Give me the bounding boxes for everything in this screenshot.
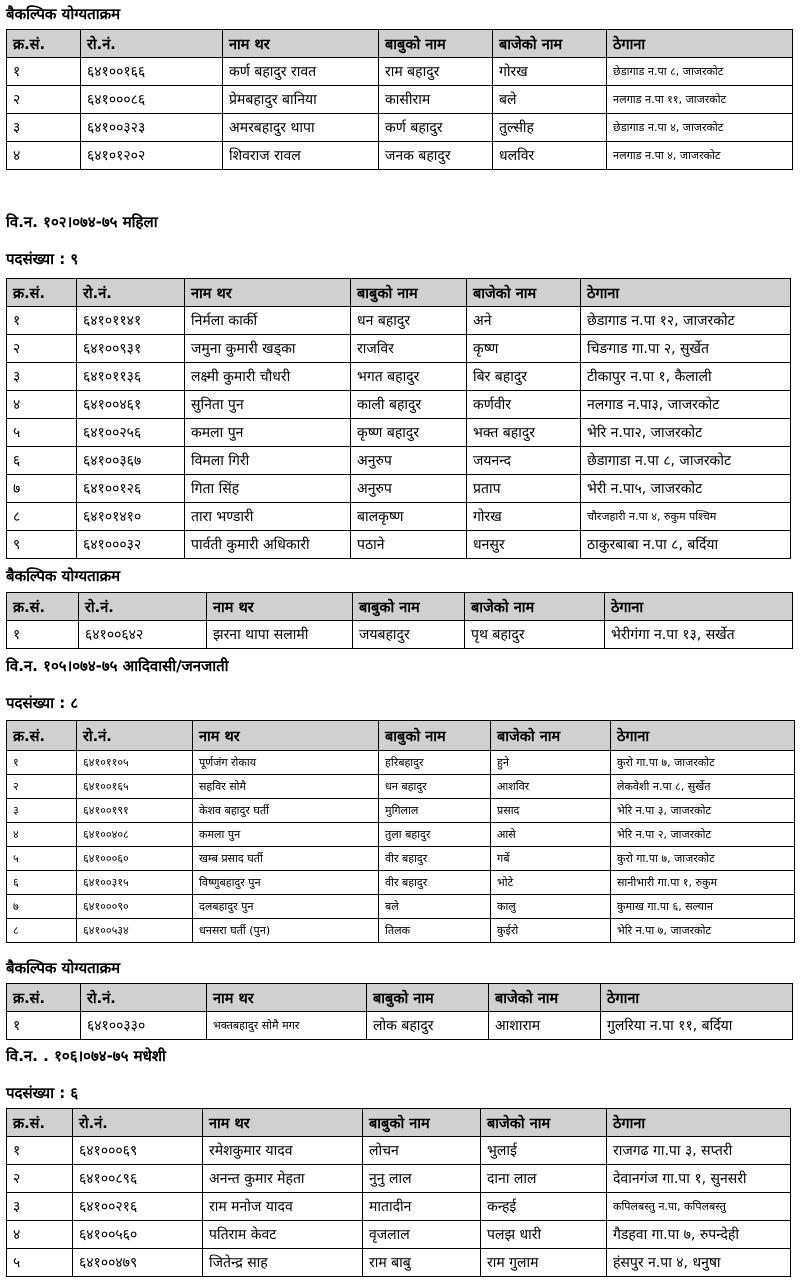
cell-address: लेकवेशी न.पा ८, सुर्खेत <box>611 775 795 799</box>
cell-grandfather-name: भोटे <box>491 871 611 895</box>
column-header-grandfather-name: बाजेको नाम <box>467 279 581 307</box>
table-header-row <box>7 279 791 307</box>
column-header-roll-no: रो.नं. <box>73 1109 203 1137</box>
cell-name: कमला पुन <box>193 823 379 847</box>
cell-grandfather-name: तुल्सीह <box>493 114 607 142</box>
cell-grandfather-name: बिर बहादुर <box>467 363 581 391</box>
cell-name: कर्ण बहादुर रावत <box>223 58 379 86</box>
cell-grandfather-name: आशाराम <box>489 1012 601 1040</box>
cell-name: विष्णुबहादुर पुन <box>193 871 379 895</box>
column-header-name: नाम थर <box>203 1109 363 1137</box>
cell-name: खम्ब प्रसाद घर्ती <box>193 847 379 871</box>
cell-address: गुलरिया न.पा ११, बर्दिया <box>601 1012 793 1040</box>
cell-grandfather-name: आसे <box>491 823 611 847</box>
table-row <box>7 363 791 391</box>
cell-serial: १ <box>7 307 77 335</box>
cell-address: देवानगंज गा.पा १, सुनसरी <box>607 1165 791 1193</box>
cell-serial: ४ <box>7 823 77 847</box>
cell-address: भेरि न.पा२, जाजरकोट <box>581 419 791 447</box>
cell-name: झरना थापा सलामी <box>207 621 353 649</box>
column-header-father-name: बाबुको नाम <box>379 30 493 58</box>
cell-address: हंसपुर न.पा ४, धनुषा <box>607 1249 791 1277</box>
cell-roll-no: ६४१०००३२ <box>77 531 185 559</box>
cell-grandfather-name: धलविर <box>493 142 607 170</box>
table-row <box>7 86 793 114</box>
cell-father-name: अनुरुप <box>351 447 467 475</box>
cell-address: छेडागाड न.पा ४, जाजरकोट <box>607 114 793 142</box>
cell-address: कुरो गा.पा ७, जाजरकोट <box>611 751 795 775</box>
column-header-roll-no: रो.नं. <box>81 30 223 58</box>
cell-grandfather-name: दाना लाल <box>481 1165 607 1193</box>
cell-name: निर्मला कार्की <box>185 307 351 335</box>
cell-name: धनसरा घर्ती (पुन) <box>193 919 379 943</box>
table-row <box>7 1221 791 1249</box>
cell-serial: २ <box>7 86 81 114</box>
cell-grandfather-name: जयनन्द <box>467 447 581 475</box>
cell-roll-no: ६४१००३३० <box>81 1012 207 1040</box>
table-row <box>7 621 793 649</box>
cell-grandfather-name: बले <box>493 86 607 114</box>
cell-grandfather-name: भुलाई <box>481 1137 607 1165</box>
cell-serial: ७ <box>7 475 77 503</box>
column-header-grandfather-name: बाजेको नाम <box>491 721 611 751</box>
cell-father-name: राम बाबु <box>363 1249 481 1277</box>
cell-serial: ५ <box>7 1249 73 1277</box>
cell-roll-no: ६४१००१६६ <box>81 58 223 86</box>
column-header-serial: क्र.सं. <box>7 30 81 58</box>
table-row <box>7 1165 791 1193</box>
merit-table-madhesi <box>6 1108 791 1277</box>
cell-serial: ३ <box>7 114 81 142</box>
cell-address: छेडागाड न.पा १२, जाजरकोट <box>581 307 791 335</box>
table-row <box>7 751 795 775</box>
cell-father-name: कर्ण बहादुर <box>379 114 493 142</box>
column-header-address: ठेगाना <box>601 984 793 1012</box>
table-row <box>7 871 795 895</box>
cell-father-name: कृष्ण बहादुर <box>351 419 467 447</box>
column-header-name: नाम थर <box>207 593 353 621</box>
table-row <box>7 895 795 919</box>
column-header-serial: क्र.सं. <box>7 721 77 751</box>
cell-serial: ३ <box>7 799 77 823</box>
cell-father-name: मातादीन <box>363 1193 481 1221</box>
column-header-name: नाम थर <box>223 30 379 58</box>
cell-roll-no: ६४१००८९६ <box>73 1165 203 1193</box>
table-row <box>7 1193 791 1221</box>
table-header-row <box>7 984 793 1012</box>
column-header-roll-no: रो.नं. <box>77 721 193 751</box>
cell-serial: ६ <box>7 447 77 475</box>
cell-serial: ३ <box>7 363 77 391</box>
cell-father-name: अनुरुप <box>351 475 467 503</box>
table-header-row <box>7 721 795 751</box>
cell-roll-no: ६४१००३६७ <box>77 447 185 475</box>
cell-address: कुमाख गा.पा ६, सल्यान <box>611 895 795 919</box>
cell-address: ठाकुरबाबा न.पा ८, बर्दिया <box>581 531 791 559</box>
table-row <box>7 919 795 943</box>
cell-name: अनन्त कुमार मेहता <box>203 1165 363 1193</box>
cell-name: केशव बहादुर घर्ती <box>193 799 379 823</box>
cell-roll-no: ६४१००४६१ <box>77 391 185 419</box>
cell-name: शिवराज रावल <box>223 142 379 170</box>
cell-father-name: लोचन <box>363 1137 481 1165</box>
section-title-madhesi: वि.न. . १०६।०७४-७५ मधेशी <box>6 1047 166 1065</box>
column-header-roll-no: रो.नं. <box>77 279 185 307</box>
cell-grandfather-name: गोरख <box>493 58 607 86</box>
cell-roll-no: ६४१०००६० <box>77 847 193 871</box>
cell-grandfather-name: पलझ धारी <box>481 1221 607 1249</box>
cell-grandfather-name: राम गुलाम <box>481 1249 607 1277</box>
table-row <box>7 1137 791 1165</box>
cell-serial: १ <box>7 621 79 649</box>
column-header-name: नाम थर <box>185 279 351 307</box>
cell-roll-no: ६४१०११०५ <box>77 751 193 775</box>
column-header-address: ठेगाना <box>581 279 791 307</box>
cell-father-name: वीर बहादुर <box>379 847 491 871</box>
table-row <box>7 447 791 475</box>
cell-grandfather-name: कुईरो <box>491 919 611 943</box>
cell-address: टीकापुर न.पा १, कैलाली <box>581 363 791 391</box>
cell-address: भेरि न.पा ३, जाजरकोट <box>611 799 795 823</box>
cell-address: छेडागाड न.पा ८, जाजरकोट <box>607 58 793 86</box>
cell-father-name: भगत बहादुर <box>351 363 467 391</box>
cell-name: अमरबहादुर थापा <box>223 114 379 142</box>
cell-grandfather-name: भक्त बहादुर <box>467 419 581 447</box>
merit-table-women <box>6 278 791 559</box>
table-row <box>7 419 791 447</box>
cell-name: गिता सिंह <box>185 475 351 503</box>
cell-serial: ७ <box>7 895 77 919</box>
table-row <box>7 503 791 531</box>
cell-address: कपिलबस्तु न.पा, कपिलबस्तु <box>607 1193 791 1221</box>
cell-father-name: बले <box>379 895 491 919</box>
cell-roll-no: ६४१००४७९ <box>73 1249 203 1277</box>
table-row <box>7 1012 793 1040</box>
cell-serial: २ <box>7 775 77 799</box>
table-row <box>7 475 791 503</box>
column-header-grandfather-name: बाजेको नाम <box>493 30 607 58</box>
cell-grandfather-name: कृष्ण <box>467 335 581 363</box>
column-header-address: ठेगाना <box>607 30 793 58</box>
column-header-father-name: बाबुको नाम <box>367 984 489 1012</box>
cell-father-name: जयबहादुर <box>353 621 465 649</box>
cell-serial: ६ <box>7 871 77 895</box>
cell-father-name: बालकृष्ण <box>351 503 467 531</box>
cell-father-name: वीर बहादुर <box>379 871 491 895</box>
column-header-roll-no: रो.नं. <box>81 984 207 1012</box>
cell-address: नलगाड न.पा३, जाजरकोट <box>581 391 791 419</box>
cell-serial: १ <box>7 1137 73 1165</box>
post-count-women: पदसंख्या : ९ <box>6 250 79 268</box>
cell-roll-no: ६४१०१२०२ <box>81 142 223 170</box>
cell-father-name: हरिबहादुर <box>379 751 491 775</box>
cell-name: भक्तबहादुर सोमै मगर <box>207 1012 367 1040</box>
cell-address: छेडागाडा न.पा ८, जाजरकोट <box>581 447 791 475</box>
cell-name: प्रेमबहादुर बानिया <box>223 86 379 114</box>
cell-father-name: वृजलाल <box>363 1221 481 1249</box>
cell-roll-no: ६४१०११४१ <box>77 307 185 335</box>
cell-name: सहविर सोमै <box>193 775 379 799</box>
column-header-address: ठेगाना <box>605 593 793 621</box>
cell-serial: ८ <box>7 503 77 531</box>
cell-serial: ३ <box>7 1193 73 1221</box>
table-row <box>7 307 791 335</box>
cell-grandfather-name: हुने <box>491 751 611 775</box>
column-header-address: ठेगाना <box>607 1109 791 1137</box>
cell-name: विमला गिरी <box>185 447 351 475</box>
cell-address: भेरी न.पा५, जाजरकोट <box>581 475 791 503</box>
column-header-name: नाम थर <box>207 984 367 1012</box>
cell-address: नलगाड न.पा ४, जाजरकोट <box>607 142 793 170</box>
cell-address: कुरो गा.पा ७, जाजरकोट <box>611 847 795 871</box>
cell-grandfather-name: गोरख <box>467 503 581 531</box>
section-title-women: वि.न. १०२।०७४-७५ महिला <box>6 213 158 231</box>
cell-roll-no: ६४१००१६५ <box>77 775 193 799</box>
cell-address: भेरि न.पा २, जाजरकोट <box>611 823 795 847</box>
cell-roll-no: ६४१००५३४ <box>77 919 193 943</box>
column-header-name: नाम थर <box>193 721 379 751</box>
cell-serial: १ <box>7 751 77 775</box>
column-header-address: ठेगाना <box>611 721 795 751</box>
cell-name: पार्वती कुमारी अधिकारी <box>185 531 351 559</box>
cell-father-name: राम बहादुर <box>379 58 493 86</box>
cell-roll-no: ६४१००३२३ <box>81 114 223 142</box>
cell-father-name: लोक बहादुर <box>367 1012 489 1040</box>
cell-father-name: पठाने <box>351 531 467 559</box>
column-header-serial: क्र.सं. <box>7 1109 73 1137</box>
table-row <box>7 823 795 847</box>
column-header-father-name: बाबुको नाम <box>363 1109 481 1137</box>
cell-father-name: काली बहादुर <box>351 391 467 419</box>
cell-serial: २ <box>7 335 77 363</box>
cell-name: रमेशकुमार यादव <box>203 1137 363 1165</box>
merit-table-indigenous <box>6 720 795 943</box>
column-header-father-name: बाबुको नाम <box>379 721 491 751</box>
cell-father-name: नुनु लाल <box>363 1165 481 1193</box>
cell-address: चौरजहारी न.पा ४, रुकुम पश्चिम <box>581 503 791 531</box>
cell-grandfather-name: आशविर <box>491 775 611 799</box>
column-header-grandfather-name: बाजेको नाम <box>481 1109 607 1137</box>
cell-name: पतिराम केवट <box>203 1221 363 1249</box>
cell-address: राजगढ गा.पा ३, सप्तरी <box>607 1137 791 1165</box>
cell-roll-no: ६४१००२१६ <box>73 1193 203 1221</box>
post-count-indigenous: पदसंख्या : ८ <box>6 694 79 712</box>
cell-name: तारा भण्डारी <box>185 503 351 531</box>
cell-roll-no: ६४१००६४२ <box>79 621 207 649</box>
alt-merit-table-women <box>6 592 793 649</box>
cell-father-name: तिलक <box>379 919 491 943</box>
table-row <box>7 335 791 363</box>
column-header-grandfather-name: बाजेको नाम <box>465 593 605 621</box>
alt-merit-title-women: बैकल्पिक योग्यताक्रम <box>6 567 121 585</box>
cell-name: जितेन्द्र साह <box>203 1249 363 1277</box>
table-row <box>7 114 793 142</box>
cell-name: सुनिता पुन <box>185 391 351 419</box>
cell-father-name: मुगिलाल <box>379 799 491 823</box>
cell-name: राम मनोज यादव <box>203 1193 363 1221</box>
cell-roll-no: ६४१०००८६ <box>81 86 223 114</box>
table-row <box>7 775 795 799</box>
cell-roll-no: ६४१००४०८ <box>77 823 193 847</box>
cell-name: लक्ष्मी कुमारी चौधरी <box>185 363 351 391</box>
cell-grandfather-name: धनसुर <box>467 531 581 559</box>
column-header-serial: क्र.सं. <box>7 984 81 1012</box>
cell-father-name: धन बहादुर <box>379 775 491 799</box>
cell-father-name: कासीराम <box>379 86 493 114</box>
cell-roll-no: ६४१०००९० <box>77 895 193 919</box>
cell-name: जमुना कुमारी खड्का <box>185 335 351 363</box>
table-header-row <box>7 593 793 621</box>
cell-father-name: जनक बहादुर <box>379 142 493 170</box>
cell-serial: ४ <box>7 142 81 170</box>
table-row <box>7 58 793 86</box>
cell-name: पूर्णजंग रोकाय <box>193 751 379 775</box>
table-header-row <box>7 30 793 58</box>
cell-roll-no: ६४१००१९१ <box>77 799 193 823</box>
section-title-indigenous: वि.न. १०५।०७४-७५ आदिवासी/जनजाती <box>6 657 229 675</box>
cell-address: गैडहवा गा.पा ७, रुपन्देही <box>607 1221 791 1249</box>
alt-merit-title-1: बैकल्पिक योग्यताक्रम <box>6 5 121 23</box>
table-header-row <box>7 1109 791 1137</box>
cell-roll-no: ६४१०११३६ <box>77 363 185 391</box>
cell-name: दलबहादुर पुन <box>193 895 379 919</box>
cell-grandfather-name: अने <box>467 307 581 335</box>
cell-serial: १ <box>7 58 81 86</box>
table-row <box>7 847 795 871</box>
cell-grandfather-name: कन्हई <box>481 1193 607 1221</box>
cell-grandfather-name: प्रसाद <box>491 799 611 823</box>
cell-roll-no: ६४१०००६९ <box>73 1137 203 1165</box>
column-header-father-name: बाबुको नाम <box>353 593 465 621</box>
column-header-roll-no: रो.नं. <box>79 593 207 621</box>
cell-roll-no: ६४१००९३१ <box>77 335 185 363</box>
table-row <box>7 799 795 823</box>
cell-grandfather-name: कर्णवीर <box>467 391 581 419</box>
alt-merit-table-1 <box>6 29 793 170</box>
cell-serial: ५ <box>7 419 77 447</box>
cell-roll-no: ६४१००२५६ <box>77 419 185 447</box>
alt-merit-title-indigenous: बैकल्पिक योग्यताक्रम <box>6 959 121 977</box>
cell-address: सानीभारी गा.पा १, रुकुम <box>611 871 795 895</box>
cell-serial: १ <box>7 1012 81 1040</box>
cell-address: नलगाड न.पा ११, जाजरकोट <box>607 86 793 114</box>
cell-roll-no: ६४१००३१५ <box>77 871 193 895</box>
cell-roll-no: ६४१०१४१० <box>77 503 185 531</box>
table-row <box>7 1249 791 1277</box>
alt-merit-table-indigenous <box>6 983 793 1040</box>
cell-grandfather-name: गर्बे <box>491 847 611 871</box>
column-header-grandfather-name: बाजेको नाम <box>489 984 601 1012</box>
table-row <box>7 531 791 559</box>
cell-name: कमला पुन <box>185 419 351 447</box>
cell-serial: ८ <box>7 919 77 943</box>
cell-roll-no: ६४१००१२६ <box>77 475 185 503</box>
cell-serial: ४ <box>7 1221 73 1249</box>
post-count-madhesi: पदसंख्या : ६ <box>6 1084 79 1102</box>
cell-grandfather-name: कालु <box>491 895 611 919</box>
column-header-father-name: बाबुको नाम <box>351 279 467 307</box>
cell-serial: ५ <box>7 847 77 871</box>
cell-father-name: राजविर <box>351 335 467 363</box>
cell-grandfather-name: पृथ बहादुर <box>465 621 605 649</box>
column-header-serial: क्र.सं. <box>7 593 79 621</box>
cell-serial: २ <box>7 1165 73 1193</box>
cell-address: भेरीगंगा न.पा १३, सर्खेत <box>605 621 793 649</box>
cell-address: भेरि न.पा ७, जाजरकोट <box>611 919 795 943</box>
cell-father-name: धन बहादुर <box>351 307 467 335</box>
cell-serial: ९ <box>7 531 77 559</box>
cell-grandfather-name: प्रताप <box>467 475 581 503</box>
cell-serial: ४ <box>7 391 77 419</box>
column-header-serial: क्र.सं. <box>7 279 77 307</box>
cell-address: चिङगाड गा.पा २, सुर्खेत <box>581 335 791 363</box>
cell-roll-no: ६४१००५६० <box>73 1221 203 1249</box>
table-row <box>7 142 793 170</box>
cell-father-name: तुला बहादुर <box>379 823 491 847</box>
table-row <box>7 391 791 419</box>
